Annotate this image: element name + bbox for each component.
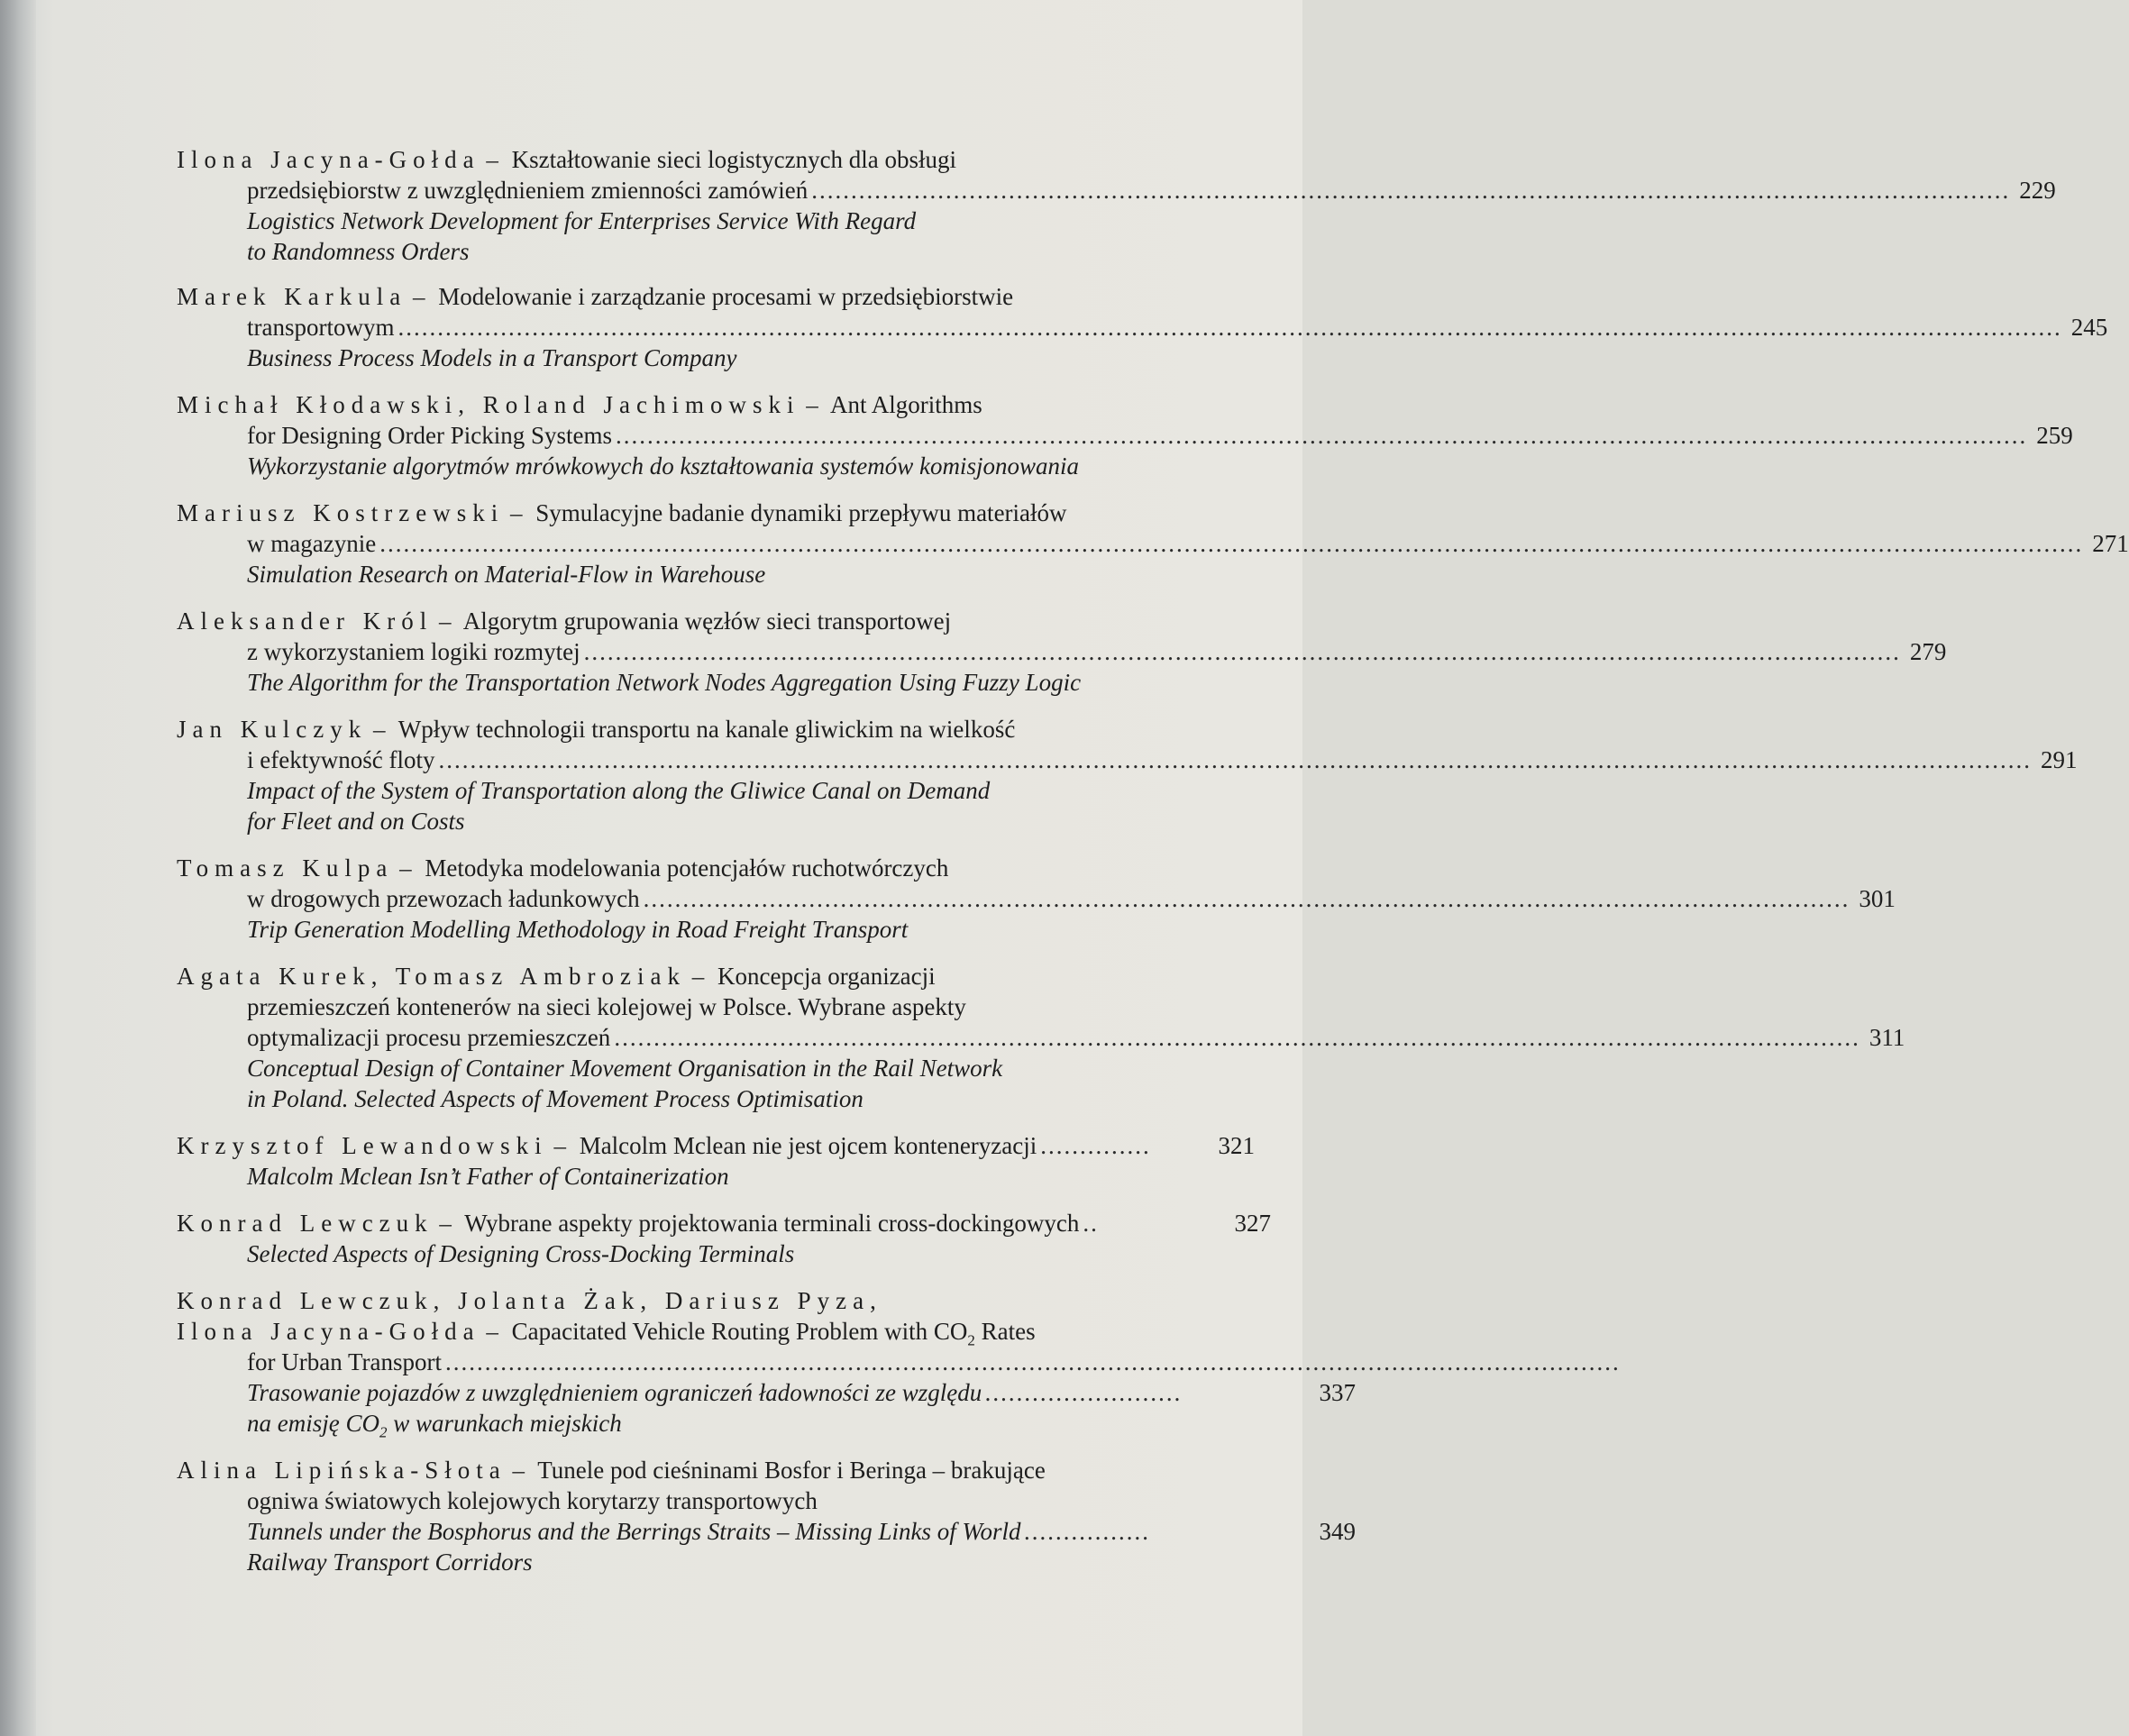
entry-dash: – — [399, 854, 412, 882]
entry-page-number: 271 — [2092, 530, 2129, 557]
entry-title-en: Conceptual Design of Container Movement Organisation in the Rail Network — [247, 1055, 1003, 1082]
dot-leader: .. — [1083, 1210, 1099, 1237]
entry-title-pl: optymalizacji procesu przemieszczeń — [247, 1024, 611, 1051]
entry-title-pl: przemieszczeń kontenerów na sieci kolejowej w Polsce. Wybrane aspekty — [247, 993, 966, 1020]
entry-authors: Konrad Lewczuk, Jolanta Żak, Dariusz Pyza, — [177, 1287, 882, 1314]
entry-page-number: 259 — [2036, 422, 2073, 449]
entry-title-pl: w magazynie — [247, 530, 377, 557]
entry-title-en: for Fleet and on Costs — [247, 808, 465, 835]
entry-authors: Marek Karkula — [177, 283, 407, 310]
entry-title-pl: z wykorzystaniem logiki rozmytej — [247, 638, 580, 665]
entry-page-number: 229 — [2019, 177, 2056, 204]
entry-title-pl: w drogowych przewozach ładunkowych — [247, 885, 640, 912]
entry-authors: Jan Kulczyk — [177, 716, 368, 743]
entry-title-en: Trip Generation Modelling Methodology in Road Freight Transport — [247, 916, 909, 943]
entry-authors: Mariusz Kostrzewski — [177, 499, 505, 526]
entry-dash: – — [486, 146, 498, 173]
entry-title-en: for Urban Transport — [247, 1348, 442, 1375]
entry-authors: Alina Lipińska-Słota — [177, 1457, 507, 1484]
entry-title-pl: ogniwa światowych kolejowych korytarzy transportowych — [247, 1487, 818, 1514]
entry-page-number: 327 — [1234, 1210, 1271, 1237]
entry-title-en: Business Process Models in a Transport Company — [247, 344, 737, 371]
entry-authors: Konrad Lewczuk — [177, 1210, 434, 1237]
entry-title-pl: na emisję $CO_2$ w warunkach miejskich — [247, 1410, 622, 1441]
entry-authors: Michał Kłodawski, Roland Jachimowski — [177, 391, 800, 418]
entry-dash: – — [553, 1132, 566, 1159]
entry-dash: – — [438, 608, 452, 635]
toc-entry — [177, 498, 2129, 589]
entry-dash: – — [439, 1210, 452, 1237]
entry-title-en: to Randomness Orders — [247, 238, 470, 265]
dot-leader: .............. — [1040, 1132, 1151, 1159]
toc-entry — [177, 1208, 1285, 1269]
entry-title-en: Malcolm Mclean Isn’t Father of Containerization — [247, 1163, 729, 1190]
entry-page-number: 337 — [1319, 1379, 1356, 1406]
entry-page-number: 321 — [1218, 1132, 1255, 1159]
entry-title-en: Simulation Research on Material-Flow in Warehouse — [247, 561, 766, 588]
entry-authors: Agata Kurek, Tomasz Ambroziak — [177, 963, 687, 990]
dot-leader: .......................................................................................................................................................................................................... — [438, 746, 2032, 773]
entry-page-number: 301 — [1859, 885, 1896, 912]
entry-title-pl: i efektywność floty — [247, 746, 435, 773]
dot-leader: ................................................................................................................................................................................... — [615, 422, 2028, 449]
dot-leader: .............................................................................................................................................................. — [614, 1024, 1860, 1051]
toc-entry — [177, 389, 2073, 481]
entry-title-en: Selected Aspects of Designing Cross-Docking Terminals — [247, 1240, 795, 1267]
entry-page-number: 245 — [2070, 314, 2108, 341]
entry-page-number: 279 — [1909, 638, 1947, 665]
entry-title-pl: Wykorzystanie algorytmów mrówkowych do kształtowania systemów komisjonowania — [247, 452, 1079, 480]
entry-title-pl: Wpływ technologii transportu na kanale gliwickim na wielkość — [397, 716, 1016, 743]
entry-title-pl: Algorytm grupowania węzłów sieci transportowej — [462, 608, 952, 635]
entry-dash: – — [691, 963, 705, 990]
entry-title-pl: Tunele pod cieśninami Bosfor i Beringa – brakujące — [537, 1457, 1046, 1484]
entry-title-en: in Poland. Selected Aspects of Movement Process Optimisation — [247, 1085, 863, 1112]
entry-authors: Krzysztof Lewandowski — [177, 1132, 548, 1159]
dot-leader: ..................................................................................................................................................... — [445, 1348, 1621, 1375]
entry-dash: – — [412, 283, 425, 310]
entry-title-pl: Kształtowanie sieci logistycznych dla obsługi — [511, 146, 957, 173]
entry-dash: – — [372, 716, 386, 743]
entry-title-pl: przedsiębiorstw z uwzględnieniem zmienności zamówień — [247, 177, 809, 204]
dot-leader: ....................................................................................................................................................................... — [583, 638, 1901, 665]
entry-page-number: 291 — [2040, 746, 2078, 773]
entry-authors: Ilona Jacyna-Gołda — [177, 146, 480, 173]
entry-title-en: Railway Transport Corridors — [247, 1549, 533, 1576]
entry-title-pl: Modelowanie i zarządzanie procesami w przedsiębiorstwie — [438, 283, 1014, 310]
dot-leader: ................................................................................................................................................................................................................... — [397, 314, 2062, 341]
toc-entry — [177, 1130, 1285, 1192]
entry-authors: Aleksander Król — [177, 608, 434, 635]
toc-entry — [177, 961, 1905, 1114]
entry-dash: – — [509, 499, 523, 526]
entry-title-en: Capacitated Vehicle Routing Problem with $CO_2$ Rates — [511, 1318, 1036, 1349]
entry-title-pl: transportowym — [247, 314, 395, 341]
toc-entry — [177, 1455, 1356, 1577]
book-spine-shadow — [0, 0, 36, 1736]
entry-title-en: The Algorithm for the Transportation Network Nodes Aggregation Using Fuzzy Logic — [247, 669, 1082, 696]
dot-leader: ......................................................................................................................................................... — [643, 885, 1850, 912]
entry-page-number: 311 — [1869, 1024, 1905, 1051]
entry-title-en: Impact of the System of Transportation along the Gliwice Canal on Demand — [247, 777, 991, 804]
entry-page-number: 349 — [1319, 1518, 1356, 1545]
entry-dash: – — [512, 1457, 525, 1484]
toc-entry — [177, 606, 1947, 698]
toc-entry — [177, 1285, 1621, 1441]
dot-leader: ................ — [1024, 1518, 1151, 1545]
entry-title-en: Ant Algorithms — [829, 391, 982, 418]
toc-entry — [177, 853, 1896, 945]
dot-leader: ......................... — [985, 1379, 1183, 1406]
table-of-contents — [177, 144, 2129, 1594]
entry-title-en: for Designing Order Picking Systems — [247, 422, 612, 449]
entry-title-pl: Malcolm Mclean nie jest ojcem konteneryzacji — [579, 1132, 1037, 1159]
entry-authors: Ilona Jacyna-Gołda — [177, 1318, 480, 1345]
entry-title-en: Tunnels under the Bosphorus and the Berrings Straits – Missing Links of World — [247, 1518, 1021, 1545]
entry-title-pl: Koncepcja organizacji — [717, 963, 936, 990]
entry-authors: Tomasz Kulpa — [177, 854, 394, 882]
toc-entry — [177, 144, 2056, 267]
entry-dash: – — [806, 391, 818, 418]
entry-dash: – — [486, 1318, 498, 1345]
entry-title-pl: Trasowanie pojazdów z uwzględnieniem ograniczeń ładowności ze względu — [247, 1379, 982, 1406]
toc-entry — [177, 281, 2108, 373]
toc-entry — [177, 714, 2078, 836]
entry-title-pl: Symulacyjne badanie dynamiki przepływu materiałów — [535, 499, 1067, 526]
dot-leader: ........................................................................................................................................................ — [811, 177, 2011, 204]
entry-title-pl: Metodyka modelowania potencjałów ruchotwórczych — [425, 854, 949, 882]
entry-title-en: Logistics Network Development for Enterprises Service With Regard — [247, 207, 917, 234]
dot-leader: ........................................................................................................................................................................................................................ — [379, 530, 2084, 557]
entry-title-pl: Wybrane aspekty projektowania terminali cross-dockingowych — [464, 1210, 1080, 1237]
